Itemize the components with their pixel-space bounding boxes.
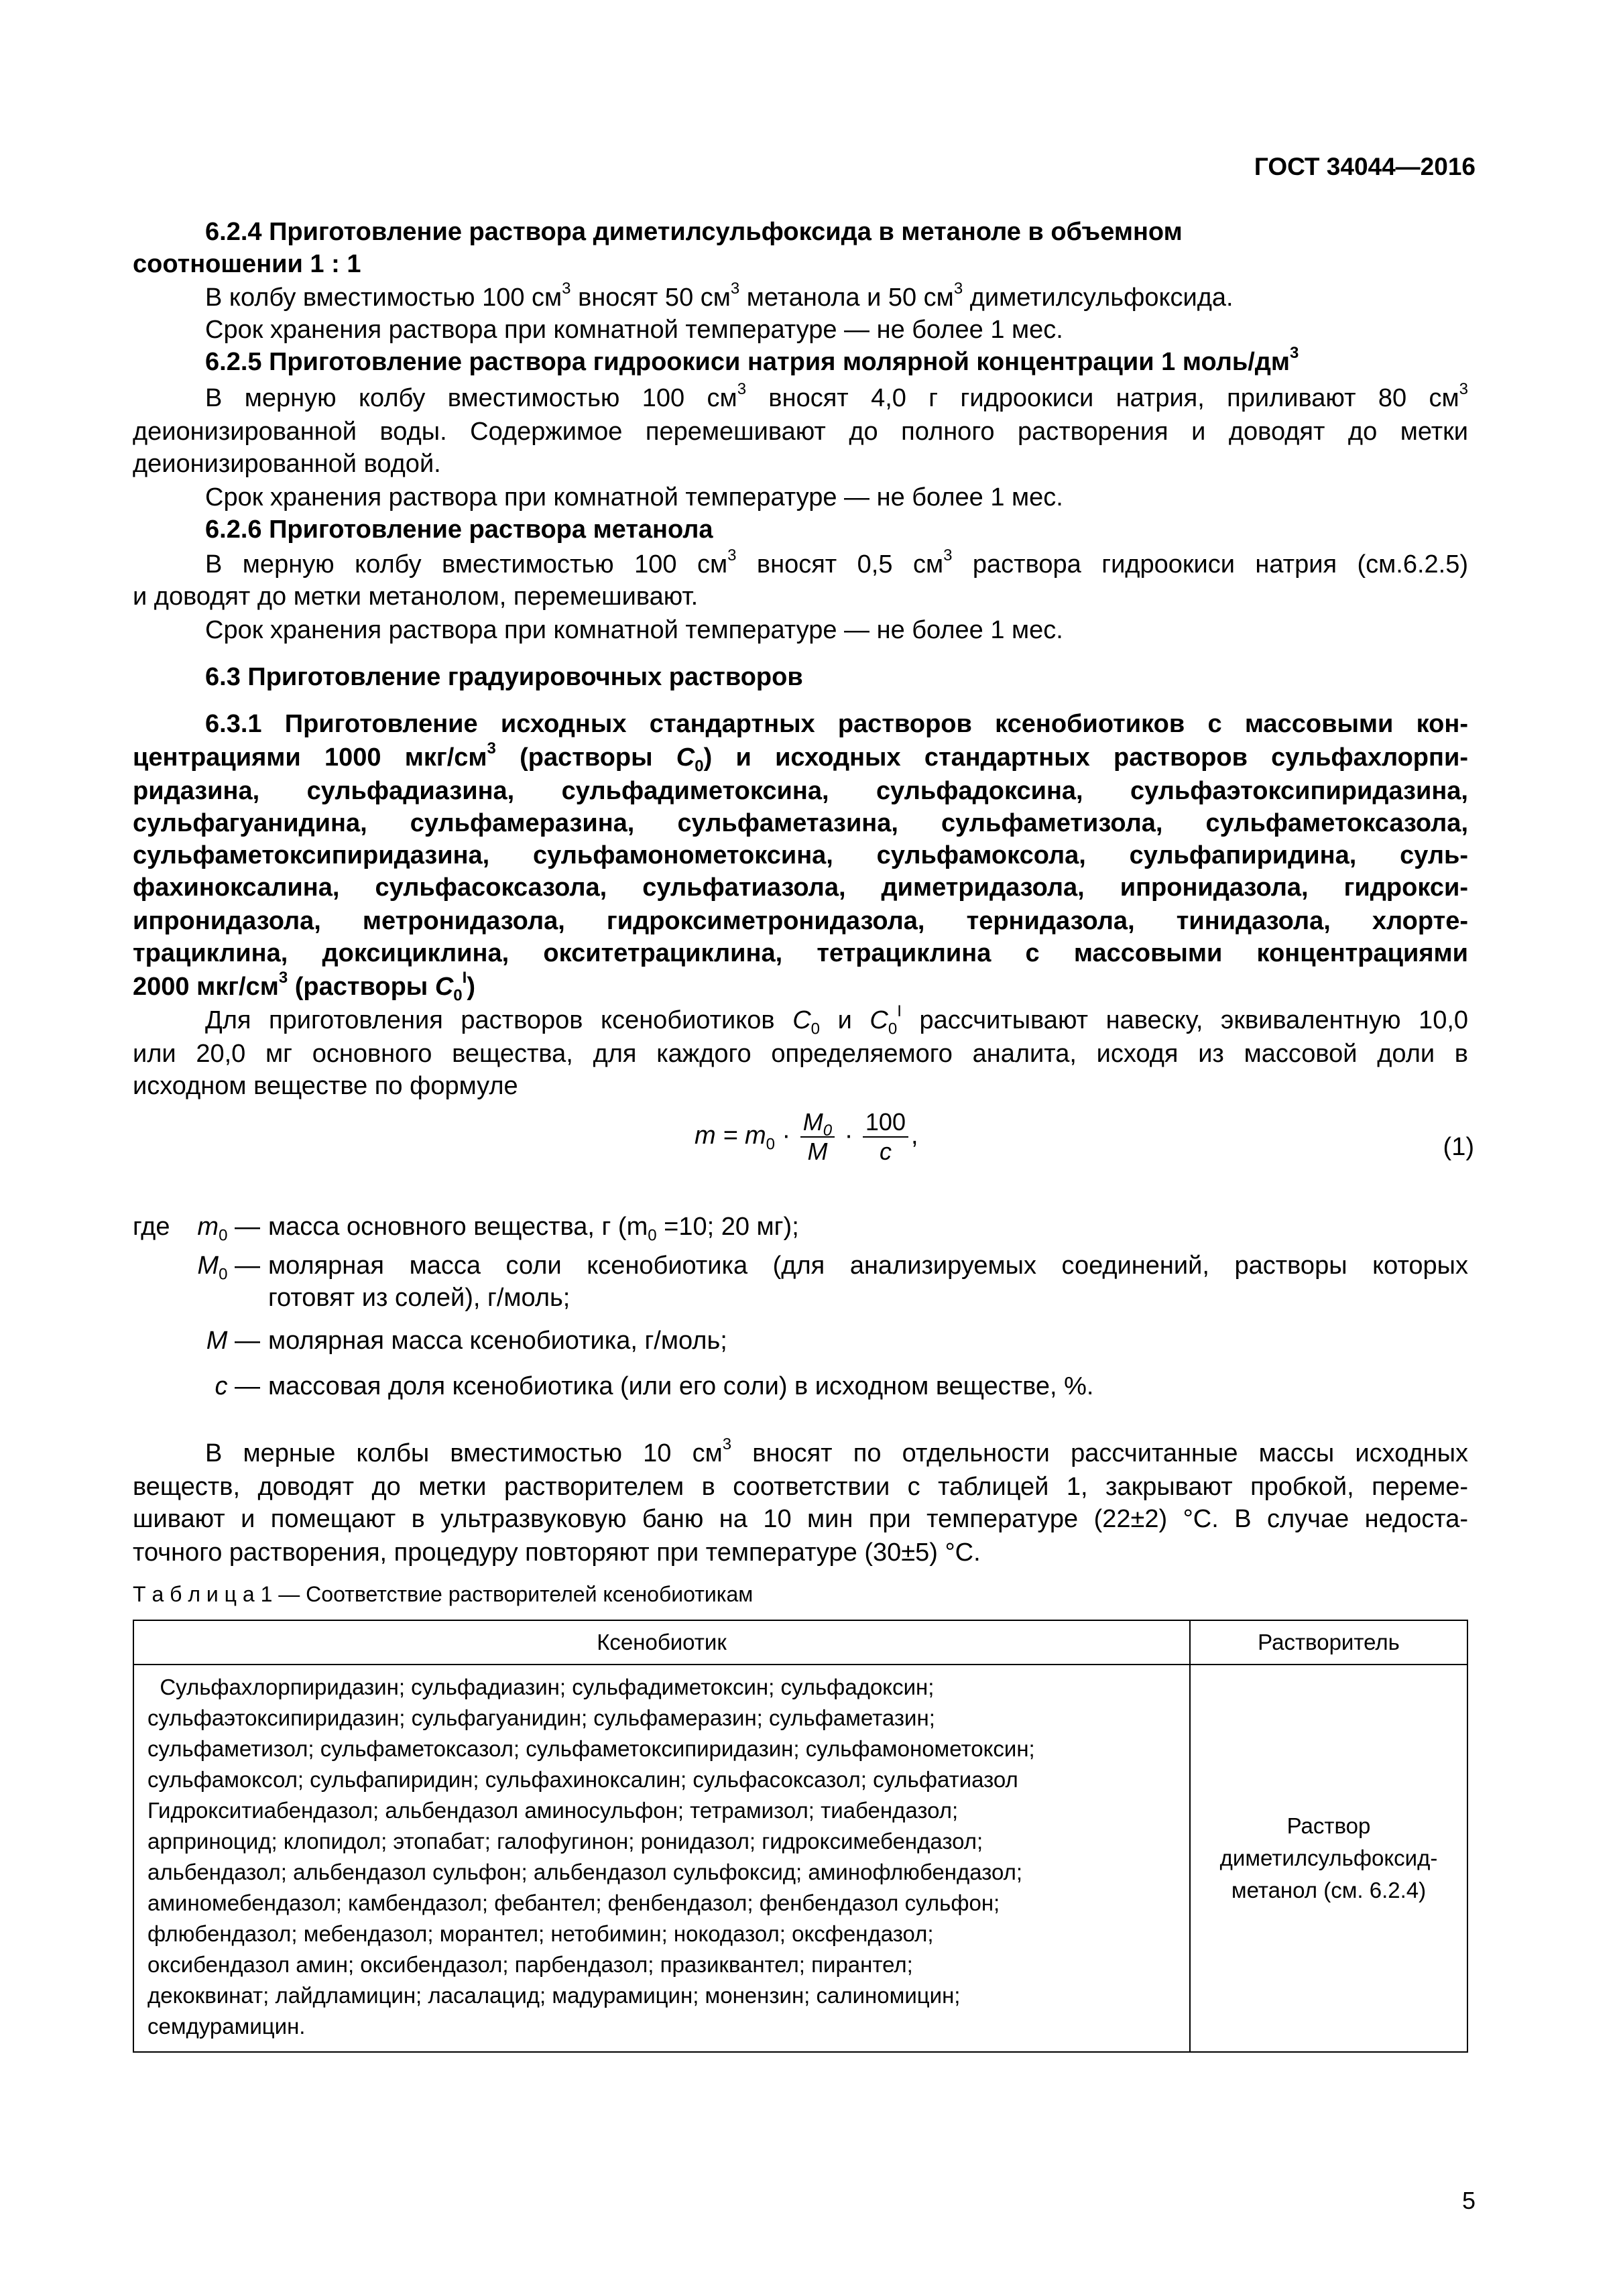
- table-caption: Т а б л и ц а 1 — Соответствие растворителей ксенобиотикам: [133, 1582, 754, 1606]
- xenobiotic-line: сульфаметизол; сульфаметоксазол; сульфаметоксипиридазин; сульфамонометоксин;: [147, 1736, 1035, 1761]
- xenobiotic-line: Сульфахлорпиридазин; сульфадиазин; сульфадиметоксин; сульфадоксин;: [147, 1675, 935, 1699]
- section-6-2-4-storage: Срок хранения раствора при комнатной температуре — не более 1 мес.: [205, 316, 1063, 344]
- xenobiotic-line: альбендазол; альбендазол сульфон; альбендазол сульфоксид; аминофлюбендазол;: [147, 1860, 1023, 1884]
- table-row: [133, 1665, 1467, 2052]
- xenobiotic-line: сульфаэтоксипиридазин; сульфагуанидин; сульфамеразин; сульфаметазин;: [147, 1705, 935, 1730]
- section-6-3-1-title-l2: центрациями 1000 мкг/$см^3$ (растворы $C_0$) и исходных стандартных растворов сульфахлорпи-: [133, 739, 1468, 776]
- section-6-3-1-title-l5: сульфаметоксипиридазина, сульфамонометоксина, сульфамоксола, сульфапиридина, суль-: [133, 841, 1468, 869]
- section-6-2-4-title-cont: соотношении 1 : 1: [133, 250, 361, 278]
- xenobiotic-line: сульфамоксол; сульфапиридин; сульфахиноксалин; сульфасоксазол; сульфатиазол: [147, 1767, 1018, 1792]
- solvent-line: Раствор: [1286, 1813, 1371, 1838]
- flasks-text-2: веществ, доводят до метки растворителем в соответствии с таблицей 1, закрывают пробкой, переме-: [133, 1473, 1468, 1501]
- section-6-2-5-storage: Срок хранения раствора при комнатной температуре — не более 1 мес.: [205, 483, 1063, 511]
- xenobiotic-line: флюбендазол; мебендазол; морантел; нетобимин; нокодазол; оксфендазол;: [147, 1921, 934, 1946]
- xenobiotic-line: семдурамицин.: [147, 2014, 306, 2039]
- section-6-2-5-text-3: деионизированной водой.: [133, 450, 441, 478]
- section-6-2-5-text-2: деионизированной воды. Содержимое перемешивают до полного растворения и доводят до метки: [133, 418, 1468, 446]
- xenobiotic-line: оксибендазол амин; оксибендазол; парбендазол; празиквантел; пирантел;: [147, 1952, 913, 1977]
- def-term-c: c —: [215, 1372, 260, 1400]
- section-6-2-6-storage: Срок хранения раствора при комнатной температуре — не более 1 мес.: [205, 616, 1063, 644]
- xenobiotic-line: арприноцид; клопидол; этопабат; галофугинон; ронидазол; гидроксимебендазол;: [147, 1829, 983, 1854]
- def-term-M: M —: [206, 1327, 260, 1355]
- def-text-m0: масса основного вещества, г ($m_0 =10$; 20 мг);: [268, 1213, 799, 1245]
- xenobiotic-line: аминомебендазол; камбендазол; фебантел; фенбендазол; фенбендазол сульфон;: [147, 1890, 1000, 1915]
- section-6-3-1-text-2: или 20,0 мг основного вещества, для каждого определяемого аналита, исходя из массовой доли в: [133, 1040, 1468, 1068]
- solvent-line: метанол (см. 6.2.4): [1231, 1878, 1427, 1902]
- section-6-2-5-title: 6.2.5 Приготовление раствора гидроокиси натрия молярной концентрации 1 моль/$дм^3$: [205, 344, 1299, 376]
- solvent-cell: [1190, 1665, 1467, 2052]
- def-term-M0: $M_0$ —: [197, 1252, 260, 1284]
- formula-fraction-percent: $\frac{100}{c}$: [863, 1108, 908, 1166]
- def-text-M: молярная масса ксенобиотика, г/моль;: [268, 1327, 727, 1355]
- formula-1: $m = m_0$ · $\frac{M_0}{M}$ · $\frac{100}{c}$ ,: [695, 1107, 918, 1165]
- flasks-text-1: В мерные колбы вместимостью 10 $см^3$ вносят по отдельности рассчитанные массы исходных: [205, 1435, 1469, 1467]
- section-6-2-4-text: В колбу вместимостью 100 $см^3$ вносят 50 $см^3$ метанола и 50 $см^3$ диметилсульфоксида.: [205, 280, 1234, 312]
- document-id: ГОСТ 34044—2016: [1254, 153, 1476, 180]
- where-intro: где: [133, 1213, 170, 1241]
- page-number: 5: [1461, 2187, 1476, 2214]
- section-6-3-1-title-l7: ипронидазола, метронидазола, гидроксиметронидазола, тернидазола, тинидазола, хлорте-: [133, 907, 1468, 935]
- section-6-3-1-text-3: исходном веществе по формуле: [133, 1072, 518, 1100]
- solvent-line: диметилсульфоксид-: [1219, 1846, 1438, 1870]
- xenobiotic-list-cell: [133, 1665, 1190, 2052]
- table-header-solvent: Растворитель: [1190, 1620, 1467, 1665]
- section-6-3-1-title-l6: фахиноксалина, сульфасоксазола, сульфатиазола, диметридазола, ипронидазола, гидрокси-: [133, 873, 1468, 902]
- def-text-c: массовая доля ксенобиотика (или его соли) в исходном веществе, %.: [268, 1372, 1094, 1400]
- table-header-row: [133, 1620, 1467, 1665]
- section-6-2-4-title: 6.2.4 Приготовление раствора диметилсульфоксида в метаноле в объемном: [205, 218, 1183, 246]
- solvent-table: [133, 1620, 1468, 2053]
- section-6-2-6-text: В мерную колбу вместимостью 100 $см^3$ вносят 0,5 $см^3$ раствора гидроокиси натрия (см.6.2.5): [205, 546, 1468, 579]
- section-6-3-1-title-l9: 2000 мкг/$см^3$ (растворы $C_0^I$): [133, 969, 475, 1005]
- section-6-2-6-title: 6.2.6 Приготовление раствора метанола: [205, 516, 713, 544]
- section-6-3-1-title-l4: сульфагуанидина, сульфамеразина, сульфаметазина, сульфаметизола, сульфаметоксазола,: [133, 809, 1468, 837]
- flasks-text-4: точного растворения, процедуру повторяют при температуре (30±5) °С.: [133, 1538, 981, 1567]
- xenobiotic-line: декоквинат; лайдламицин; ласалацид; мадурамицин; монензин; салиномицин;: [147, 1983, 961, 2008]
- section-6-3-title: 6.3 Приготовление градуировочных растворов: [205, 663, 803, 691]
- def-term-m0: $m_0$ —: [197, 1213, 260, 1245]
- formula-number: (1): [1443, 1133, 1474, 1161]
- flasks-text-3: шивают и помещают в ультразвуковую баню на 10 мин при температуре (22±2) °С. В случае недоста-: [133, 1505, 1468, 1533]
- def-text-M0: молярная масса соли ксенобиотика (для анализируемых соединений, растворы которых готовят из солей), г/моль;: [268, 1252, 1468, 1312]
- xenobiotic-line: Гидрокситиабендазол; альбендазол аминосульфон; тетрамизол; тиабендазол;: [147, 1798, 959, 1823]
- table-header-xenobiotic: Ксенобиотик: [133, 1620, 1190, 1665]
- section-6-2-5-text: В мерную колбу вместимостью 100 $см^3$ вносят 4,0 г гидроокиси натрия, приливают 80 $см^3$: [205, 380, 1468, 412]
- section-6-2-6-text-2: и доводят до метки метанолом, перемешивают.: [133, 583, 699, 611]
- section-6-3-1-text-1: Для приготовления растворов ксенобиотиков $C_0$ и $C_0^I$ рассчитывают навеску, эквивалентную 10,0: [205, 1002, 1469, 1038]
- section-6-3-1-title-l8: трациклина, доксициклина, окситетрациклина, тетрациклина с массовыми концентрациями: [133, 939, 1468, 967]
- section-6-3-1-title-l1: 6.3.1 Приготовление исходных стандартных растворов ксенобиотиков с массовыми кон-: [205, 710, 1468, 738]
- section-6-3-1-title-l3: ридазина, сульфадиазина, сульфадиметоксина, сульфадоксина, сульфаэтоксипиридазина,: [133, 777, 1468, 805]
- formula-fraction-molar: $\frac{M_0}{M}$: [800, 1108, 835, 1166]
